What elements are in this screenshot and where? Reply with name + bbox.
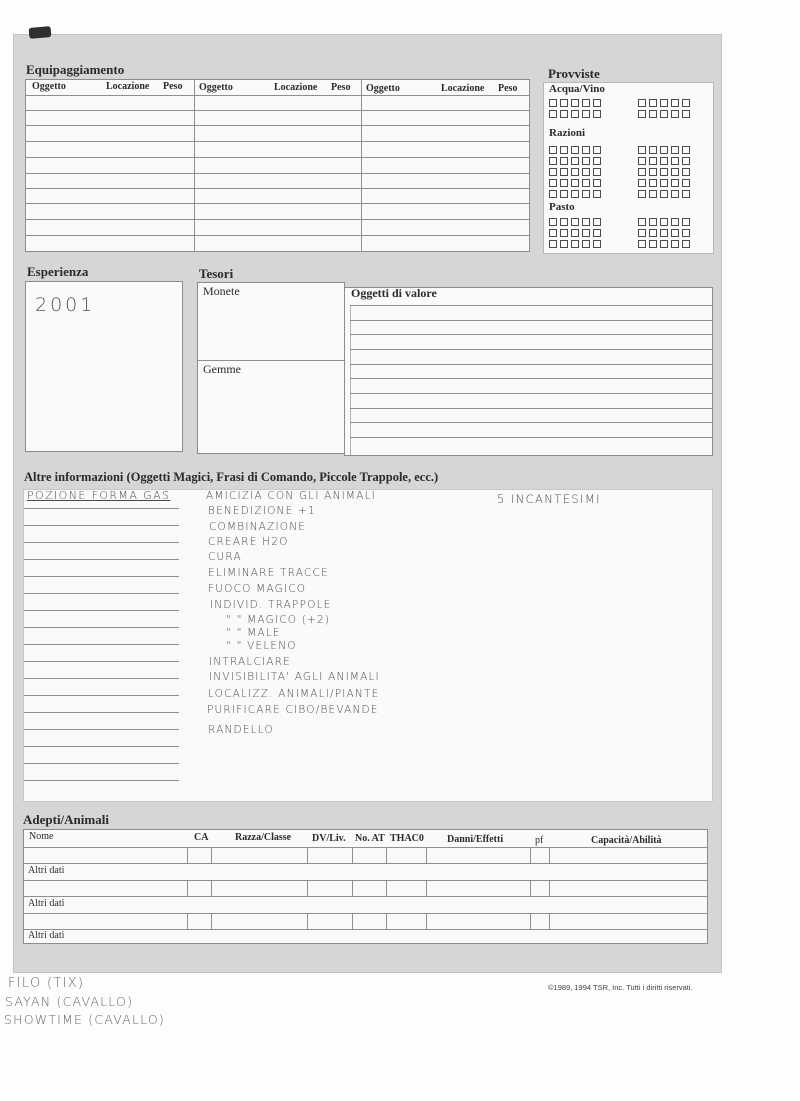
treasure-box bbox=[197, 282, 345, 454]
checkbox[interactable] bbox=[593, 229, 601, 237]
checkbox[interactable] bbox=[549, 157, 557, 165]
followers-col-divider bbox=[352, 880, 353, 896]
valuables-box bbox=[344, 287, 713, 456]
spell-item: " " MALE bbox=[226, 627, 281, 639]
checkbox[interactable] bbox=[571, 157, 579, 165]
other-info-line bbox=[24, 627, 179, 628]
checkbox[interactable] bbox=[638, 99, 646, 107]
checkbox[interactable] bbox=[549, 190, 557, 198]
meal-checkboxes-right bbox=[638, 218, 690, 248]
checkbox[interactable] bbox=[549, 146, 557, 154]
checkbox[interactable] bbox=[671, 99, 679, 107]
valuables-line bbox=[350, 422, 712, 423]
other-info-line bbox=[24, 644, 179, 645]
followers-col-divider bbox=[530, 913, 531, 929]
checkbox[interactable] bbox=[638, 240, 646, 248]
checkbox[interactable] bbox=[560, 99, 568, 107]
checkbox[interactable] bbox=[682, 179, 690, 187]
equipment-col-weight-3: Peso bbox=[498, 83, 518, 94]
checkbox[interactable] bbox=[571, 190, 579, 198]
checkbox[interactable] bbox=[593, 240, 601, 248]
checkbox[interactable] bbox=[571, 146, 579, 154]
checkbox[interactable] bbox=[682, 110, 690, 118]
checkbox[interactable] bbox=[638, 146, 646, 154]
valuables-line bbox=[350, 349, 712, 350]
checkbox[interactable] bbox=[593, 168, 601, 176]
rations-label: Razioni bbox=[549, 127, 586, 139]
checkbox[interactable] bbox=[582, 110, 590, 118]
checkbox[interactable] bbox=[682, 240, 690, 248]
equipment-row-line bbox=[26, 173, 529, 174]
copyright-notice: ©1989, 1994 TSR, Inc. Tutti i diritti riservati. bbox=[548, 983, 693, 992]
spell-item: BENEDIZIONE +1 bbox=[208, 505, 316, 517]
checkbox[interactable] bbox=[649, 240, 657, 248]
checkbox[interactable] bbox=[549, 218, 557, 226]
other-info-line bbox=[24, 661, 179, 662]
followers-col-divider bbox=[211, 913, 212, 929]
followers-col-divider bbox=[530, 880, 531, 896]
other-info-line bbox=[24, 763, 179, 764]
equipment-divider bbox=[194, 80, 195, 251]
checkbox[interactable] bbox=[549, 229, 557, 237]
followers-col-thac0: THAC0 bbox=[390, 833, 424, 844]
rations-checkboxes-right bbox=[638, 146, 690, 198]
water-checkboxes-right bbox=[638, 99, 690, 118]
checkbox[interactable] bbox=[682, 99, 690, 107]
equipment-row-line bbox=[26, 110, 529, 111]
equipment-title: Equipaggiamento bbox=[26, 62, 125, 77]
followers-col-race-class: Razza/Classe bbox=[235, 832, 292, 843]
experience-title: Esperienza bbox=[27, 264, 89, 279]
checkbox[interactable] bbox=[660, 218, 668, 226]
equipment-row-line bbox=[26, 235, 529, 236]
checkbox[interactable] bbox=[649, 218, 657, 226]
experience-value: 2001 bbox=[35, 294, 96, 316]
checkbox[interactable] bbox=[649, 179, 657, 187]
followers-col-attacks: No. AT bbox=[355, 833, 385, 844]
checkbox[interactable] bbox=[671, 229, 679, 237]
other-info-line bbox=[24, 508, 179, 509]
rations-checkboxes-left bbox=[549, 146, 601, 198]
footer-note: SHOWTIME (CAVALLO) bbox=[4, 1012, 165, 1027]
equipment-row-line bbox=[26, 157, 529, 158]
checkbox[interactable] bbox=[549, 99, 557, 107]
checkbox[interactable] bbox=[649, 190, 657, 198]
checkbox[interactable] bbox=[582, 157, 590, 165]
valuables-line bbox=[350, 393, 712, 394]
checkbox[interactable] bbox=[660, 146, 668, 154]
other-info-line bbox=[24, 610, 179, 611]
valuables-line bbox=[350, 364, 712, 365]
equipment-row-line bbox=[26, 219, 529, 220]
followers-col-divider bbox=[307, 880, 308, 896]
checkbox[interactable] bbox=[638, 190, 646, 198]
checkbox[interactable] bbox=[649, 229, 657, 237]
followers-row-line bbox=[24, 929, 707, 930]
magic-item: POZIONE FORMA GAS bbox=[27, 489, 171, 502]
other-info-line bbox=[24, 695, 179, 696]
checkbox[interactable] bbox=[571, 229, 579, 237]
checkbox[interactable] bbox=[549, 110, 557, 118]
other-info-title: Altre informazioni (Oggetti Magici, Frasi di Comando, Piccole Trappole, ecc.) bbox=[24, 470, 439, 484]
equipment-col-item-3: Oggetto bbox=[366, 83, 400, 94]
checkbox[interactable] bbox=[560, 168, 568, 176]
checkbox[interactable] bbox=[560, 229, 568, 237]
treasure-divider bbox=[198, 360, 344, 361]
checkbox[interactable] bbox=[571, 110, 579, 118]
followers-col-hp: pf bbox=[535, 835, 544, 846]
other-info-box bbox=[23, 489, 713, 802]
equipment-col-weight-2: Peso bbox=[331, 82, 351, 93]
valuables-label: Oggetti di valore bbox=[351, 286, 437, 300]
followers-col-divider bbox=[187, 847, 188, 863]
checkbox[interactable] bbox=[593, 179, 601, 187]
spell-item: INVISIBILITA' AGLI ANIMALI bbox=[209, 671, 380, 683]
followers-col-divider bbox=[386, 847, 387, 863]
checkbox[interactable] bbox=[682, 168, 690, 176]
checkbox[interactable] bbox=[582, 218, 590, 226]
followers-col-abilities: Capacità/Abilità bbox=[591, 835, 662, 846]
checkbox[interactable] bbox=[671, 157, 679, 165]
equipment-row-line bbox=[26, 203, 529, 204]
followers-col-divider bbox=[549, 880, 550, 896]
followers-col-divider bbox=[187, 913, 188, 929]
checkbox[interactable] bbox=[660, 190, 668, 198]
water-label: Acqua/Vino bbox=[549, 83, 605, 95]
checkbox[interactable] bbox=[560, 179, 568, 187]
followers-col-name: Nome bbox=[29, 831, 54, 842]
equipment-col-weight-1: Peso bbox=[163, 81, 183, 92]
other-data-label: Altri dati bbox=[28, 865, 65, 876]
checkbox[interactable] bbox=[638, 218, 646, 226]
checkbox[interactable] bbox=[571, 218, 579, 226]
spell-item: RANDELLO bbox=[208, 724, 274, 736]
followers-row-line bbox=[24, 896, 707, 897]
checkbox[interactable] bbox=[671, 240, 679, 248]
checkbox[interactable] bbox=[582, 168, 590, 176]
checkbox[interactable] bbox=[582, 146, 590, 154]
checkbox[interactable] bbox=[649, 99, 657, 107]
checkbox[interactable] bbox=[593, 110, 601, 118]
equipment-col-location-2: Locazione bbox=[274, 82, 318, 93]
checkbox[interactable] bbox=[671, 168, 679, 176]
other-info-line bbox=[24, 712, 179, 713]
spell-item: CURA bbox=[208, 551, 242, 563]
equipment-divider bbox=[361, 80, 362, 251]
provisions-title: Provviste bbox=[548, 66, 600, 81]
spell-item: ELIMINARE TRACCE bbox=[208, 567, 329, 579]
checkbox[interactable] bbox=[682, 146, 690, 154]
checkbox[interactable] bbox=[682, 218, 690, 226]
followers-col-divider bbox=[352, 847, 353, 863]
spell-item: INTRALCIARE bbox=[209, 656, 292, 668]
checkbox[interactable] bbox=[560, 146, 568, 154]
followers-col-divider bbox=[386, 880, 387, 896]
checkbox[interactable] bbox=[638, 229, 646, 237]
equipment-col-location-1: Locazione bbox=[106, 81, 150, 92]
checkbox[interactable] bbox=[549, 179, 557, 187]
footer-note: SAYAN (CAVALLO) bbox=[5, 994, 134, 1009]
spell-item: INDIVID. TRAPPOLE bbox=[210, 599, 332, 611]
treasure-title: Tesori bbox=[199, 266, 234, 281]
meal-checkboxes-left bbox=[549, 218, 601, 248]
other-info-line bbox=[24, 678, 179, 679]
checkbox[interactable] bbox=[682, 157, 690, 165]
other-info-line bbox=[24, 746, 179, 747]
spell-item: FUOCO MAGICO bbox=[208, 583, 307, 595]
checkbox[interactable] bbox=[671, 110, 679, 118]
checkbox[interactable] bbox=[649, 146, 657, 154]
checkbox[interactable] bbox=[571, 168, 579, 176]
other-data-label: Altri dati bbox=[28, 930, 65, 941]
checkbox[interactable] bbox=[660, 168, 668, 176]
checkbox[interactable] bbox=[571, 179, 579, 187]
other-info-line bbox=[24, 729, 179, 730]
checkbox[interactable] bbox=[582, 190, 590, 198]
checkbox[interactable] bbox=[660, 179, 668, 187]
followers-col-divider bbox=[307, 913, 308, 929]
checkbox[interactable] bbox=[649, 157, 657, 165]
checkbox[interactable] bbox=[682, 190, 690, 198]
other-info-line bbox=[24, 780, 179, 781]
checkbox[interactable] bbox=[638, 168, 646, 176]
followers-col-divider bbox=[530, 847, 531, 863]
checkbox[interactable] bbox=[549, 168, 557, 176]
equipment-row-line bbox=[26, 95, 529, 96]
ink-mark bbox=[29, 26, 52, 39]
valuables-line bbox=[350, 437, 712, 438]
checkbox[interactable] bbox=[638, 110, 646, 118]
water-checkboxes-left bbox=[549, 99, 601, 118]
checkbox[interactable] bbox=[660, 157, 668, 165]
checkbox[interactable] bbox=[593, 146, 601, 154]
other-info-line bbox=[24, 525, 179, 526]
checkbox[interactable] bbox=[593, 157, 601, 165]
followers-col-divider bbox=[426, 880, 427, 896]
other-info-line bbox=[24, 542, 179, 543]
provisions-box bbox=[543, 82, 714, 254]
equipment-table bbox=[25, 79, 530, 252]
followers-row-line bbox=[24, 880, 707, 881]
checkbox[interactable] bbox=[671, 190, 679, 198]
checkbox[interactable] bbox=[560, 218, 568, 226]
checkbox[interactable] bbox=[660, 229, 668, 237]
checkbox[interactable] bbox=[671, 146, 679, 154]
followers-row-line bbox=[24, 863, 707, 864]
checkbox[interactable] bbox=[638, 157, 646, 165]
checkbox[interactable] bbox=[582, 240, 590, 248]
checkbox[interactable] bbox=[593, 99, 601, 107]
checkbox[interactable] bbox=[671, 218, 679, 226]
valuables-line bbox=[350, 408, 712, 409]
valuables-line bbox=[350, 305, 712, 306]
footer-note: FILO (TIX) bbox=[8, 976, 85, 991]
meal-label: Pasto bbox=[549, 201, 575, 213]
spell-item: CREARE H2O bbox=[208, 536, 289, 548]
spell-count: 5 INCANTESIMI bbox=[497, 492, 601, 506]
checkbox[interactable] bbox=[638, 179, 646, 187]
checkbox[interactable] bbox=[593, 190, 601, 198]
spell-item: PURIFICARE CIBO/BEVANDE bbox=[207, 704, 379, 716]
followers-row-line bbox=[24, 847, 707, 848]
followers-col-divider bbox=[426, 847, 427, 863]
spell-item: AMICIZIA CON GLI ANIMALI bbox=[206, 490, 376, 502]
checkbox[interactable] bbox=[671, 179, 679, 187]
valuables-line bbox=[350, 378, 712, 379]
spell-item: " " VELENO bbox=[226, 640, 297, 652]
experience-box bbox=[25, 281, 183, 452]
other-info-line bbox=[24, 559, 179, 560]
checkbox[interactable] bbox=[560, 110, 568, 118]
checkbox[interactable] bbox=[660, 110, 668, 118]
spell-item: COMBINAZIONE bbox=[209, 521, 307, 533]
checkbox[interactable] bbox=[682, 229, 690, 237]
checkbox[interactable] bbox=[560, 190, 568, 198]
coins-label: Monete bbox=[203, 284, 240, 298]
followers-col-divider bbox=[386, 913, 387, 929]
followers-col-ac: CA bbox=[194, 832, 209, 843]
equipment-row-line bbox=[26, 141, 529, 142]
followers-title: Adepti/Animali bbox=[23, 812, 109, 827]
followers-col-divider bbox=[549, 913, 550, 929]
checkbox[interactable] bbox=[571, 240, 579, 248]
valuables-line bbox=[350, 334, 712, 335]
followers-table bbox=[23, 829, 708, 944]
checkbox[interactable] bbox=[582, 229, 590, 237]
followers-row-line bbox=[24, 913, 707, 914]
checkbox[interactable] bbox=[660, 240, 668, 248]
followers-col-divider bbox=[426, 913, 427, 929]
equipment-col-item-1: Oggetto bbox=[32, 81, 66, 92]
valuables-margin bbox=[350, 305, 351, 455]
followers-col-divider bbox=[549, 847, 550, 863]
followers-col-divider bbox=[352, 913, 353, 929]
checkbox[interactable] bbox=[582, 179, 590, 187]
followers-col-divider bbox=[307, 847, 308, 863]
checkbox[interactable] bbox=[649, 168, 657, 176]
other-info-line bbox=[24, 576, 179, 577]
followers-col-divider bbox=[187, 880, 188, 896]
checkbox[interactable] bbox=[560, 157, 568, 165]
gems-label: Gemme bbox=[203, 362, 241, 376]
equipment-col-location-3: Locazione bbox=[441, 83, 485, 94]
checkbox[interactable] bbox=[593, 218, 601, 226]
spell-item: LOCALIZZ. ANIMALI/PIANTE bbox=[208, 688, 380, 700]
checkbox[interactable] bbox=[549, 240, 557, 248]
other-info-line bbox=[24, 593, 179, 594]
followers-col-damage: Danni/Effetti bbox=[447, 834, 504, 845]
checkbox[interactable] bbox=[582, 99, 590, 107]
equipment-row-line bbox=[26, 188, 529, 189]
other-data-label: Altri dati bbox=[28, 898, 65, 909]
followers-col-divider bbox=[211, 847, 212, 863]
spell-item: " " MAGICO (+2) bbox=[226, 614, 331, 626]
checkbox[interactable] bbox=[660, 99, 668, 107]
equipment-row-line bbox=[26, 125, 529, 126]
followers-col-divider bbox=[211, 880, 212, 896]
checkbox[interactable] bbox=[560, 240, 568, 248]
followers-col-hd-level: DV/Liv. bbox=[312, 833, 346, 844]
equipment-col-item-2: Oggetto bbox=[199, 82, 233, 93]
checkbox[interactable] bbox=[571, 99, 579, 107]
valuables-line bbox=[350, 320, 712, 321]
checkbox[interactable] bbox=[649, 110, 657, 118]
